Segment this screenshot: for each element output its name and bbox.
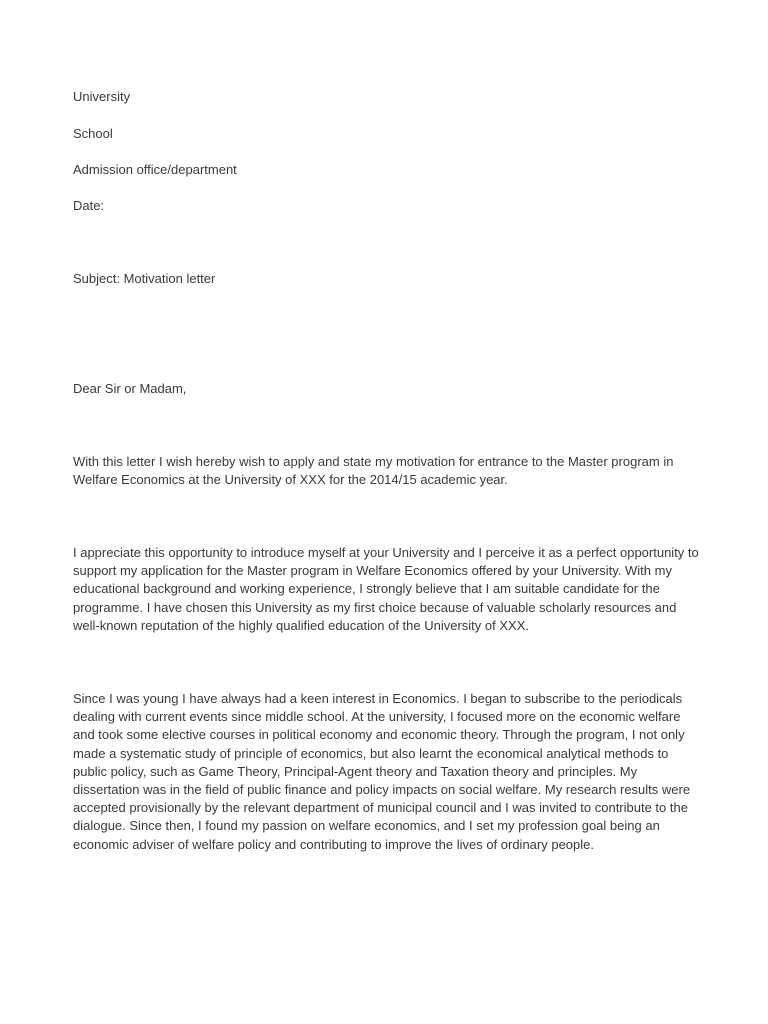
paragraph-line: support my application for the Master program in Welfare Economics offered by your University. With my — [73, 563, 672, 579]
date-line: Date: — [73, 198, 105, 213]
school-line: School — [73, 126, 113, 141]
paragraph-line: dealing with current events since middle school. At the university, I focused more on the economic welfare — [73, 709, 681, 725]
paragraph-line: dialogue. Since then, I found my passion on welfare economics, and I set my profession goal being an — [73, 818, 660, 834]
paragraph-line: educational background and working experience, I strongly believe that I am suitable candidate for the — [73, 581, 660, 597]
paragraph-line: dissertation was in the field of public finance and policy impacts on social welfare. My research results were — [73, 782, 691, 798]
paragraph-line: economic adviser of welfare policy and contributing to improve the lives of ordinary people. — [73, 836, 594, 852]
subject-line: Subject: Motivation letter — [73, 271, 216, 286]
university-line: University — [73, 89, 131, 104]
salutation: Dear Sir or Madam, — [73, 381, 187, 396]
paragraph-line: made a systematic study of principle of economics, but also learnt the economical analytical methods to — [73, 745, 669, 761]
paragraph-line: With this letter I wish hereby wish to apply and state my motivation for entrance to the Master program in — [73, 454, 674, 469]
paragraph-line: I appreciate this opportunity to introduce myself at your University and I perceive it as a perfect opportunity to — [73, 545, 699, 560]
office-line: Admission office/department — [73, 162, 237, 177]
paragraph-background — [73, 690, 703, 854]
paragraph-line: well-known reputation of the highly qualified education of the University of XXX. — [73, 617, 529, 633]
paragraph-line: programme. I have chosen this University as my first choice because of valuable scholarly resources and — [73, 599, 677, 615]
paragraph-intro — [73, 453, 703, 489]
paragraph-line: Welfare Economics at the University of XXX for the 2014/15 academic year. — [73, 472, 508, 488]
paragraph-line: public policy, such as Game Theory, Principal-Agent theory and Taxation theory and principles. My — [73, 763, 638, 779]
paragraph-line: and took some elective courses in political economy and economic theory. Through the program, I not only — [73, 727, 685, 743]
paragraph-line: accepted provisionally by the relevant department of municipal council and I was invited to contribute to the — [73, 800, 688, 816]
paragraph-appreciation — [73, 544, 703, 635]
paragraph-line: Since I was young I have always had a keen interest in Economics. I began to subscribe to the periodicals — [73, 691, 683, 706]
